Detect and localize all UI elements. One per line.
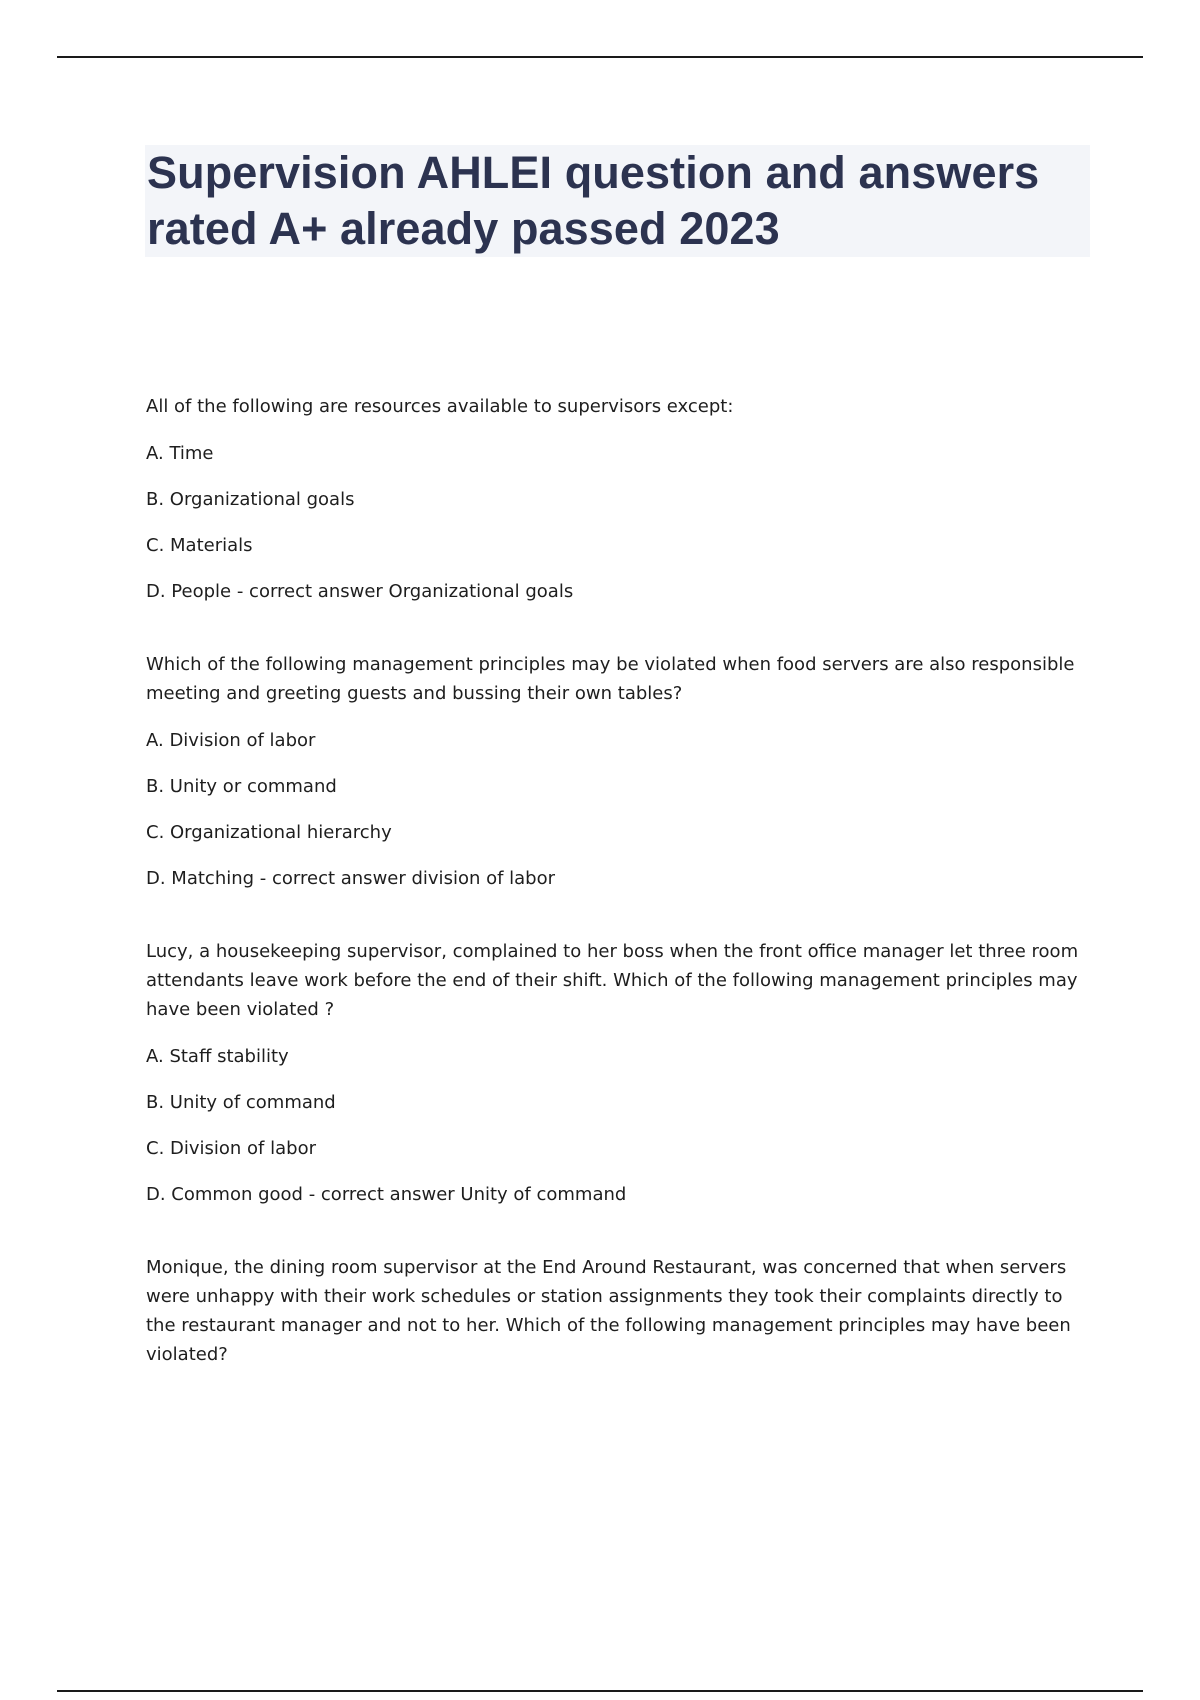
top-divider [57, 56, 1143, 58]
question-prompt: All of the following are resources available to supervisors except: [146, 396, 734, 417]
answer-option: B. Organizational goals [146, 489, 355, 510]
question-block [146, 392, 1086, 606]
question-block [146, 650, 1086, 893]
answer-option: B. Unity or command [146, 776, 337, 797]
bottom-divider [57, 1690, 1143, 1692]
question-block [146, 937, 1086, 1209]
answer-option: D. Matching - correct answer division of labor [146, 868, 556, 889]
question-prompt: Lucy, a housekeeping supervisor, complained to her boss when the front office manager let three room attendants leave work before the end of their shift. Which of the following management principles may have been violated ? [146, 941, 1079, 1020]
answer-option: D. People - correct answer Organizational goals [146, 581, 574, 602]
answer-option: A. Time [146, 443, 214, 464]
document-title: Supervision AHLEI question and answers rated A+ already passed 2023 [147, 147, 1040, 254]
answer-options [146, 439, 1086, 606]
answer-option: C. Organizational hierarchy [146, 822, 392, 843]
answer-options [146, 1042, 1086, 1209]
answer-option: C. Division of labor [146, 1138, 316, 1159]
answer-option: C. Materials [146, 535, 253, 556]
question-prompt: Which of the following management principles may be violated when food servers are also responsible meeting and greeting guests and bussing their own tables? [146, 654, 1075, 704]
answer-option: D. Common good - correct answer Unity of command [146, 1184, 627, 1205]
title-banner [145, 145, 1090, 257]
answer-option: A. Staff stability [146, 1046, 289, 1067]
answer-option: A. Division of labor [146, 730, 316, 751]
question-list [146, 392, 1086, 1387]
question-block [146, 1253, 1086, 1369]
answer-option: B. Unity of command [146, 1092, 336, 1113]
answer-options [146, 726, 1086, 893]
question-prompt: Monique, the dining room supervisor at the End Around Restaurant, was concerned that when servers were unhappy with their work schedules or station assignments they took their complaints directly to the restaurant manager and not to her. Which of the following management principles may have been violated? [146, 1257, 1071, 1365]
